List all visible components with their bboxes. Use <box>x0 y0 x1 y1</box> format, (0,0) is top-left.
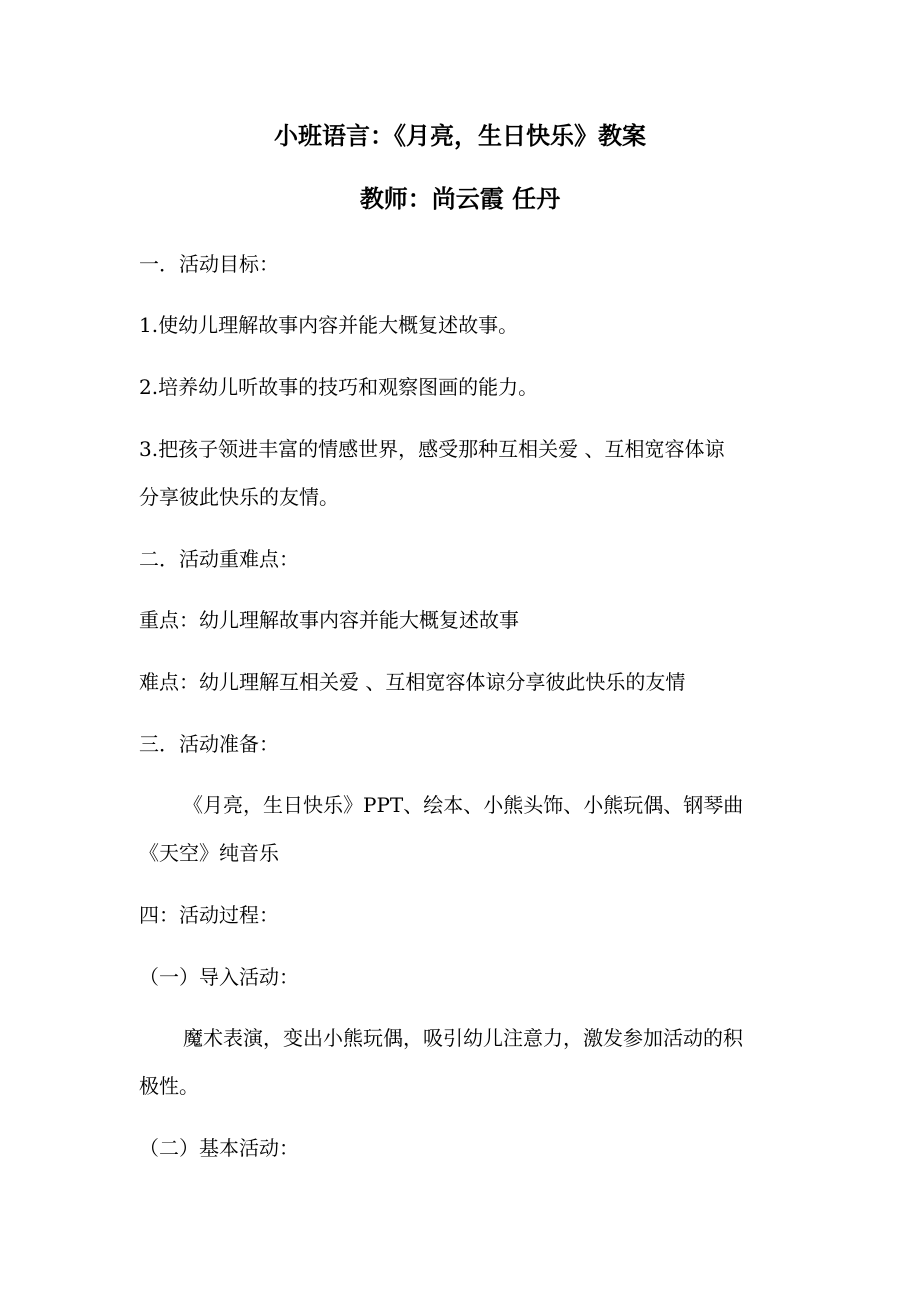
section-heading-objectives: 一．活动目标： <box>139 252 279 276</box>
preparation-text: 《月亮，生日快乐》PPT、绘本、小熊头饰、小熊玩偶、钢琴曲 <box>183 793 744 817</box>
section-heading-preparation: 三．活动准备： <box>139 732 279 756</box>
objective-2: 2.培养幼儿听故事的技巧和观察图画的能力。 <box>139 375 539 399</box>
key-point: 重点：幼儿理解故事内容并能大概复述故事 <box>139 608 519 632</box>
preparation-text-continued: 《天空》纯音乐 <box>139 841 279 865</box>
difficult-point: 难点：幼儿理解互相关爱 、互相宽容体谅分享彼此快乐的友情 <box>139 670 686 694</box>
section-heading-process: 四：活动过程： <box>139 903 279 927</box>
section-heading-key-points: 二．活动重难点： <box>139 547 299 571</box>
subsection-heading-intro: （一）导入活动： <box>139 965 299 989</box>
objective-1: 1.使幼儿理解故事内容并能大概复述故事。 <box>139 313 519 337</box>
intro-activity-text-continued: 极性。 <box>139 1074 199 1098</box>
objective-3: 3.把孩子领进丰富的情感世界，感受那种互相关爱 、互相宽容体谅 <box>139 437 725 461</box>
document-subtitle: 教师：尚云霞 任丹 <box>359 185 561 213</box>
intro-activity-text: 魔术表演，变出小熊玩偶，吸引幼儿注意力，激发参加活动的积 <box>183 1026 743 1050</box>
subsection-heading-basic: （二）基本活动： <box>139 1136 299 1160</box>
document-title: 小班语言：《月亮，生日快乐》教案 <box>274 122 646 150</box>
objective-3-continued: 分享彼此快乐的友情。 <box>139 485 339 509</box>
